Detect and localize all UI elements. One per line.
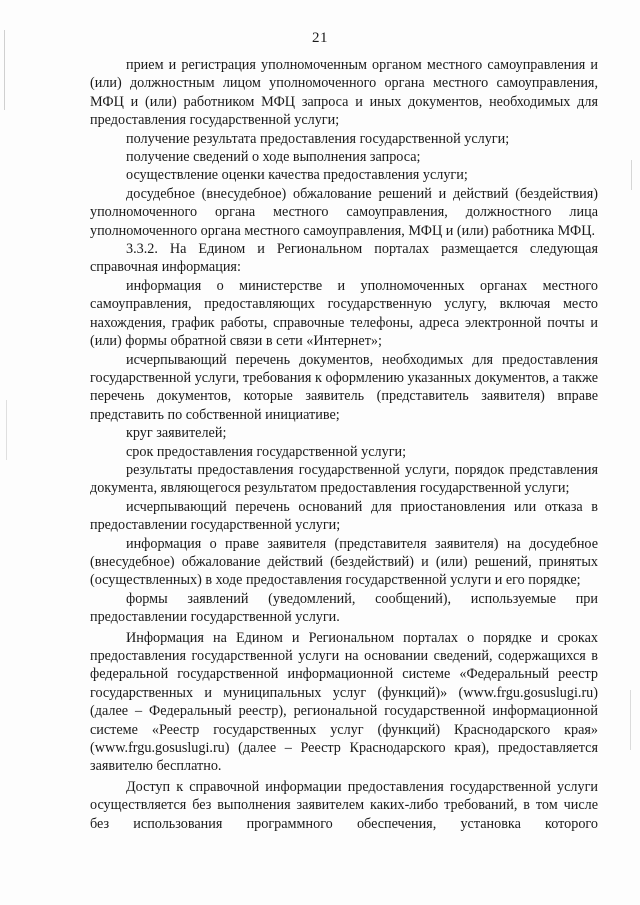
paragraph-ministry-info: информация о министерстве и уполномоченных органах местного самоуправления, предоставляющих государственную услугу, включая место нахождения, график работы, справочные телефоны, адреса электронной почты и (или) формы обратной связи в сети «Интернет»; (90, 277, 598, 350)
paragraph-service-term: срок предоставления государственной услуги; (126, 443, 407, 460)
scan-margin-mark (630, 690, 631, 750)
paragraph-reference-access: Доступ к справочной информации предоставления государственной услуги осуществляется без выполнения заявителем каких-либо требований, в том числе без использования программного обеспечения, установка которого (90, 778, 598, 832)
paragraph-suspension-grounds: исчерпывающий перечень оснований для приостановления или отказа в предоставлении государственной услуги; (90, 498, 598, 534)
paragraph-service-results: результаты предоставления государственной услуги, порядок представления документа, являющегося результатом предоставления государственной услуги; (90, 461, 598, 497)
paragraph-applicants: круг заявителей; (126, 425, 227, 442)
paragraph-registration: прием и регистрация уполномоченным органом местного самоуправления и (или) должностным лицом уполномоченного органа местного самоуправления, МФЦ и (или) работником МФЦ запроса и иных документов, необходимых для предоставления государственной услуги; (90, 57, 598, 129)
document-body (90, 56, 598, 833)
page-number: 21 (312, 30, 328, 46)
paragraph-appeal-rights: информация о праве заявителя (представителя заявителя) на досудебное (внесудебное) обжалование действий (бездействий) и (или) решений, принятых (осуществленных) в ходе предоставления государственной услуги и его порядке; (90, 535, 598, 589)
scan-margin-mark (6, 400, 7, 460)
paragraph-section-3-3-2: 3.3.2. На Едином и Региональном порталах размещается следующая справочная информация: (90, 241, 598, 276)
paragraph-application-forms: формы заявлений (уведомлений, сообщений), используемые при предоставлении государственной услуги. (90, 590, 598, 626)
paragraph-result-receipt: получение результата предоставления государственной услуги; (126, 130, 510, 147)
scan-margin-mark (631, 160, 632, 190)
paragraph-documents-list: исчерпывающий перечень документов, необходимых для предоставления государственной услуги, требования к оформлению указанных документов, а также перечень документов, которые заявитель (представитель заявителя) вправе представить по собственной инициативе; (90, 351, 598, 423)
paragraph-quality-assessment: осуществление оценки качества предоставления услуги; (126, 167, 468, 184)
paragraph-pretrial-appeal: досудебное (внесудебное) обжалование решений и действий (бездействия) уполномоченного органа местного самоуправления, должностного лица уполномоченного органа местного самоуправления, МФЦ и (или) работника МФЦ. (90, 185, 598, 239)
paragraph-progress-info: получение сведений о ходе выполнения запроса; (126, 149, 421, 166)
paragraph-registry-info: Информация на Едином и Региональном порталах о порядке и сроках предоставления государственной услуги на основании сведений, содержащихся в федеральной государственной информационной системе «Федеральный реестр государственных и муниципальных услуг (функций)» (www.frgu.gosuslugi.ru) (далее – Федеральный реестр), региональной государственной информационной системе «Реестр государственных услуг (функций) Краснодарского края» (www.frgu.gosuslugi.ru) (далее – Реестр Краснодарского края), предоставляется заявителю бесплатно. (90, 629, 598, 775)
